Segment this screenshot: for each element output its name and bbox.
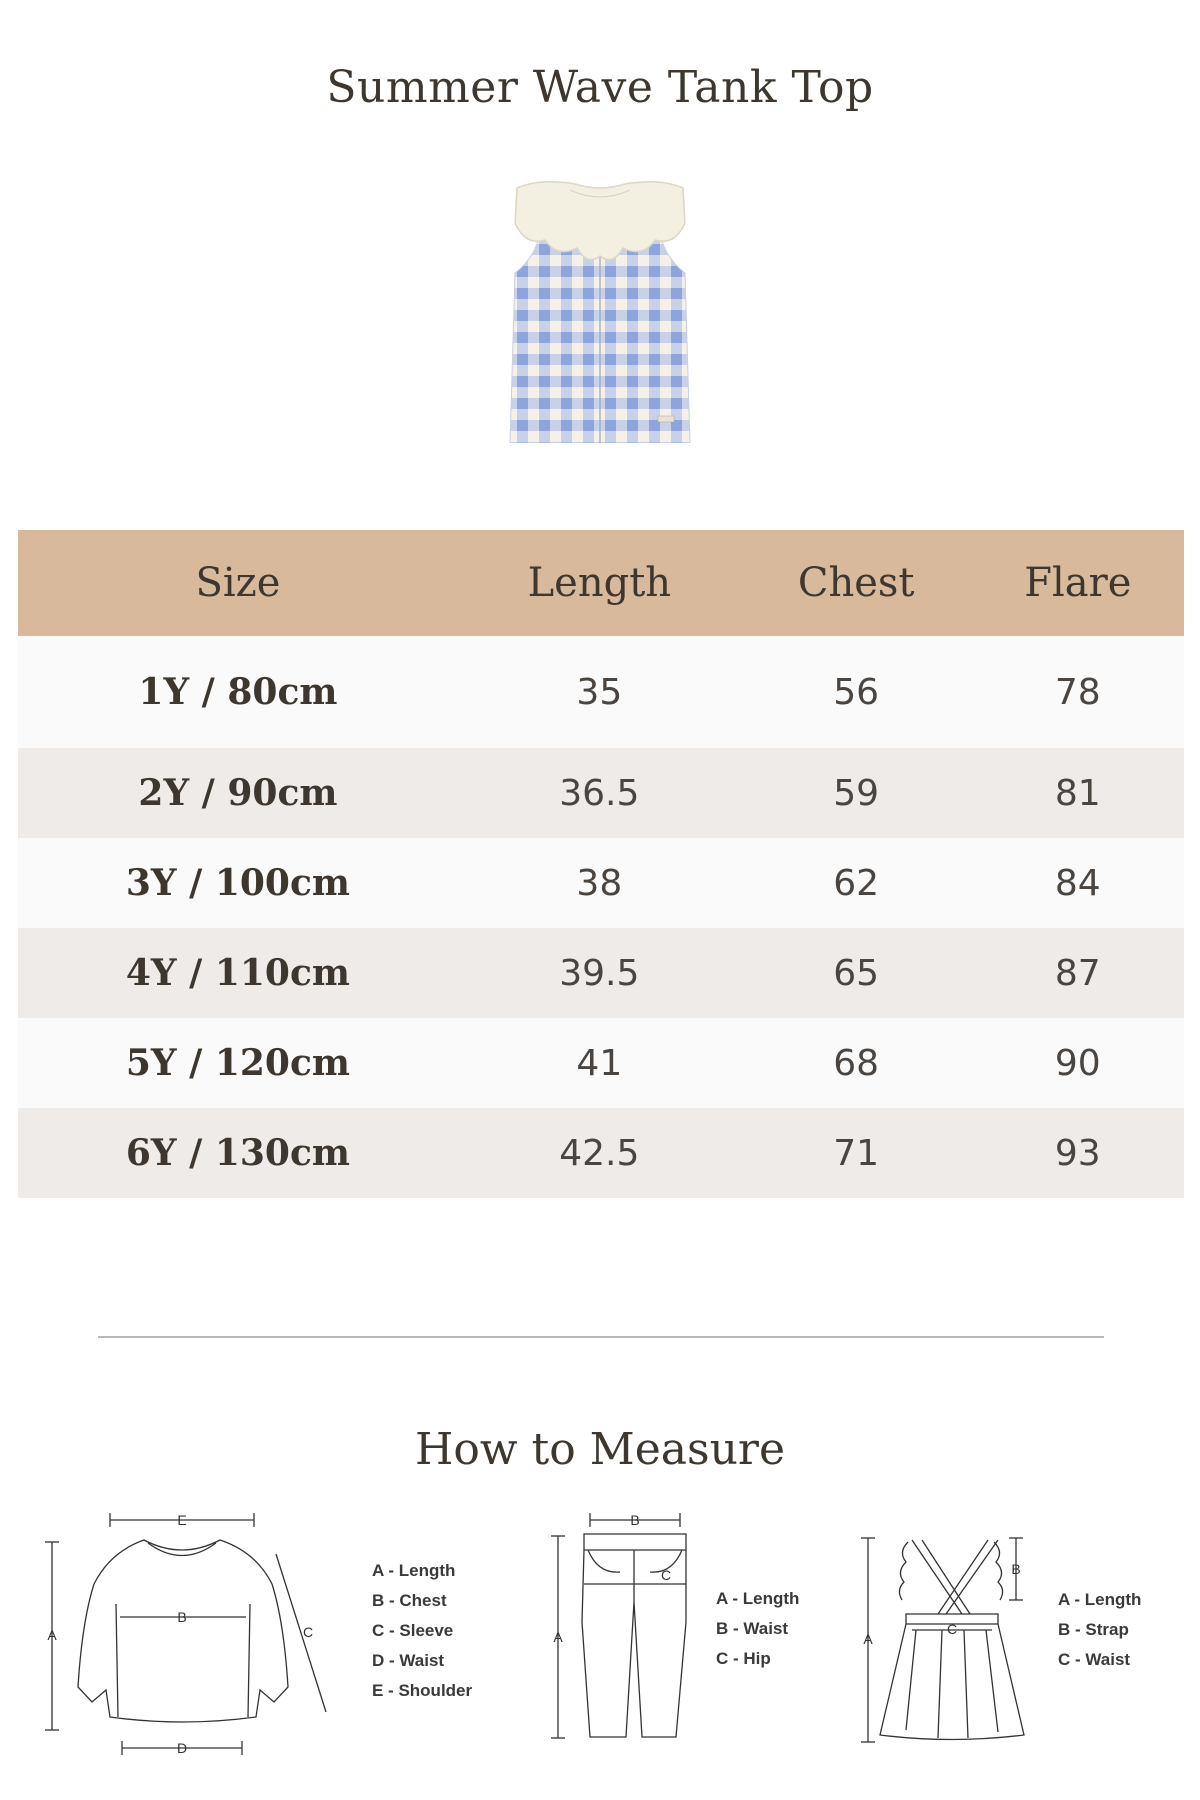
how-to-measure-title: How to Measure — [415, 1424, 785, 1475]
sweater-mark-a: A — [47, 1627, 57, 1643]
size-cell: 5Y / 120cm — [18, 1018, 458, 1108]
sweater-legend-item: B - Chest — [372, 1591, 447, 1610]
flare-cell: 78 — [972, 636, 1184, 748]
sweater-legend-item: D - Waist — [372, 1651, 445, 1670]
pants-mark-b: B — [630, 1512, 640, 1528]
flare-cell: 81 — [972, 748, 1184, 838]
chest-cell: 56 — [741, 636, 972, 748]
chest-cell: 62 — [741, 838, 972, 928]
table-row — [18, 1018, 1184, 1108]
header-flare: Flare — [972, 530, 1184, 636]
page-title: Summer Wave Tank Top — [326, 62, 874, 113]
skirt-mark-b: B — [1011, 1561, 1021, 1577]
size-cell: 2Y / 90cm — [18, 748, 458, 838]
header-length: Length — [458, 530, 741, 636]
skirt-diagram — [858, 1530, 1028, 1755]
table-row — [18, 748, 1184, 838]
sweater-legend-item: C - Sleeve — [372, 1621, 454, 1640]
size-cell: 1Y / 80cm — [18, 636, 458, 748]
table-row — [18, 928, 1184, 1018]
size-cell: 6Y / 130cm — [18, 1108, 458, 1198]
size-cell: 4Y / 110cm — [18, 928, 458, 1018]
pants-legend-item: C - Hip — [716, 1649, 771, 1668]
length-cell: 38 — [458, 838, 741, 928]
chest-cell: 59 — [741, 748, 972, 838]
flare-cell: 87 — [972, 928, 1184, 1018]
skirt-legend-item: C - Waist — [1058, 1650, 1131, 1669]
chest-cell: 68 — [741, 1018, 972, 1108]
table-row — [18, 1108, 1184, 1198]
flare-cell: 84 — [972, 838, 1184, 928]
sweater-mark-d: D — [176, 1740, 188, 1756]
length-cell: 39.5 — [458, 928, 741, 1018]
table-row — [18, 838, 1184, 928]
header-size: Size — [18, 530, 458, 636]
skirt-mark-a: A — [863, 1631, 873, 1647]
pants-mark-c: C — [660, 1567, 672, 1583]
skirt-legend — [1058, 1585, 1141, 1675]
skirt-legend-item: A - Length — [1058, 1590, 1142, 1609]
product-image — [495, 178, 705, 443]
pants-legend-item: A - Length — [716, 1589, 800, 1608]
length-cell: 35 — [458, 636, 741, 748]
skirt-legend-item: B - Strap — [1058, 1620, 1129, 1639]
chest-cell: 65 — [741, 928, 972, 1018]
size-chart-table — [18, 530, 1184, 1198]
header-chest: Chest — [741, 530, 972, 636]
sweater-mark-b: B — [177, 1609, 187, 1625]
length-cell: 36.5 — [458, 748, 741, 838]
pants-legend — [716, 1584, 799, 1674]
flare-cell: 93 — [972, 1108, 1184, 1198]
flare-cell: 90 — [972, 1018, 1184, 1108]
sweater-legend — [372, 1556, 472, 1706]
chest-cell: 71 — [741, 1108, 972, 1198]
size-cell: 3Y / 100cm — [18, 838, 458, 928]
sweater-mark-e: E — [177, 1512, 187, 1528]
sweater-diagram — [44, 1512, 344, 1772]
sweater-legend-item: A - Length — [372, 1561, 456, 1580]
pants-mark-a: A — [553, 1629, 563, 1645]
pants-legend-item: B - Waist — [716, 1619, 789, 1638]
length-cell: 42.5 — [458, 1108, 741, 1198]
sweater-legend-item: E - Shoulder — [372, 1681, 473, 1700]
pants-diagram — [548, 1512, 698, 1752]
length-cell: 41 — [458, 1018, 741, 1108]
table-row — [18, 636, 1184, 748]
skirt-mark-c: C — [946, 1621, 958, 1637]
section-divider — [98, 1336, 1104, 1338]
sweater-mark-c: C — [302, 1624, 314, 1640]
table-header-row — [18, 530, 1184, 636]
